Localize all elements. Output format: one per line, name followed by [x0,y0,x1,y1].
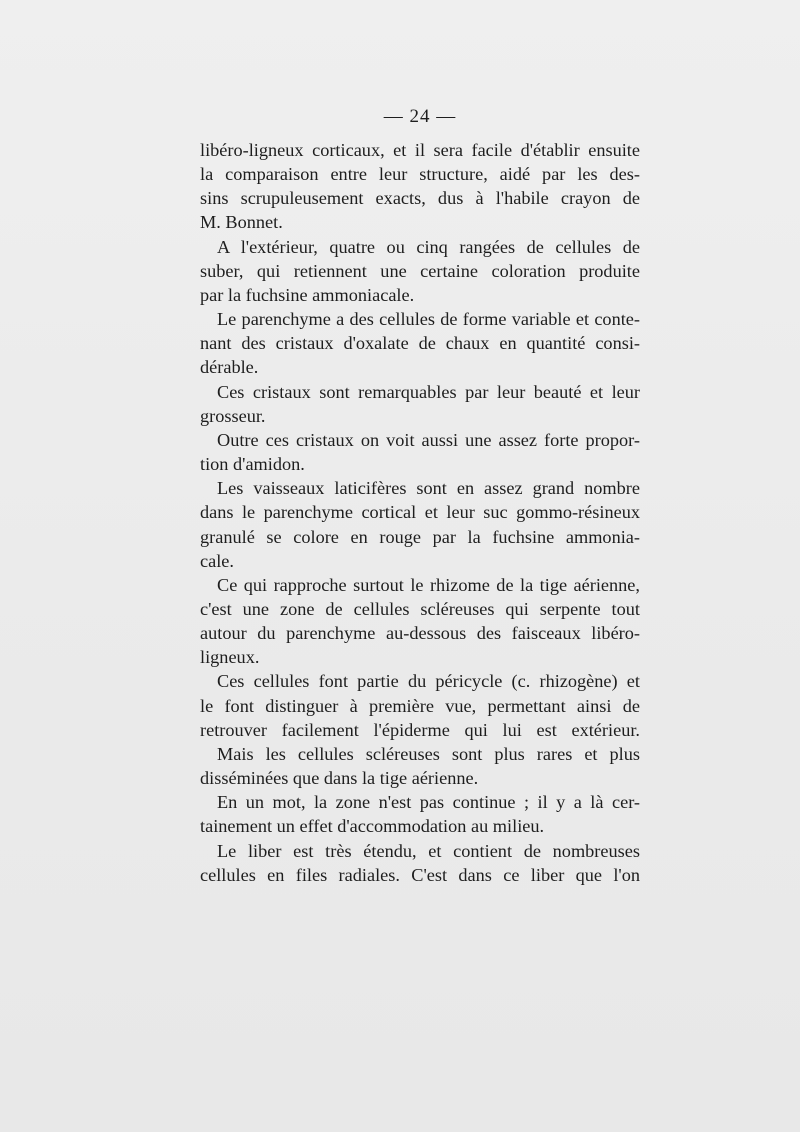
text-line: disséminées que dans la tige aérienne. [200,768,479,789]
text-line: cale. [200,550,234,571]
text-line: M. Bonnet. [200,212,283,233]
text-line: Ces cellules font partie du péricycle (c. rhizogène) et [217,671,640,692]
text-line: Le parenchyme a des cellules de forme variable et conte- [217,309,640,330]
page-number: — 24 — [383,106,457,127]
text-line: dérable. [200,357,259,378]
text-line: Ces cristaux sont remarquables par leur beauté et leur [217,381,640,402]
text-line: Outre ces cristaux on voit aussi une assez forte propor- [217,429,640,450]
text-line: A l'extérieur, quatre ou cinq rangées de cellules de [217,236,640,257]
text-line: cellules en files radiales. C'est dans ce liber que l'on [200,864,640,885]
text-line: granulé se colore en rouge par la fuchsine ammonia- [200,526,640,547]
text-line: ligneux. [200,647,260,668]
text-line: Ce qui rapproche surtout le rhizome de la tige aérienne, [217,574,640,595]
text-line: retrouver facilement l'épiderme qui lui est extérieur. [200,719,640,740]
body-text [200,138,640,887]
text-line: libéro-ligneux corticaux, et il sera facile d'établir ensuite [200,140,640,160]
text-line: En un mot, la zone n'est pas continue ; il y a là cer- [217,792,640,813]
text-line: tainement un effet d'accommodation au milieu. [200,816,545,837]
text-line: Les vaisseaux laticifères sont en assez grand nombre [217,478,640,499]
text-line: Le liber est très étendu, et contient de nombreuses [217,840,640,861]
text-line: la comparaison entre leur structure, aidé par les des- [200,164,640,185]
text-line: Mais les cellules scléreuses sont plus rares et plus [217,743,640,764]
text-line: par la fuchsine ammoniacale. [200,284,415,305]
text-line: le font distinguer à première vue, permettant ainsi de [200,695,640,716]
text-line: c'est une zone de cellules scléreuses qui serpente tout [200,598,640,619]
text-line: sins scrupuleusement exacts, dus à l'habile crayon de [200,188,640,209]
text-line: nant des cristaux d'oxalate de chaux en quantité consi- [200,333,640,354]
text-line: tion d'amidon. [200,454,305,475]
text-line: grosseur. [200,405,266,426]
text-line: suber, qui retiennent une certaine coloration produite [200,260,640,281]
text-line: autour du parenchyme au-dessous des faisceaux libéro- [200,623,640,644]
text-line: dans le parenchyme cortical et leur suc gommo-résineux [200,502,640,523]
